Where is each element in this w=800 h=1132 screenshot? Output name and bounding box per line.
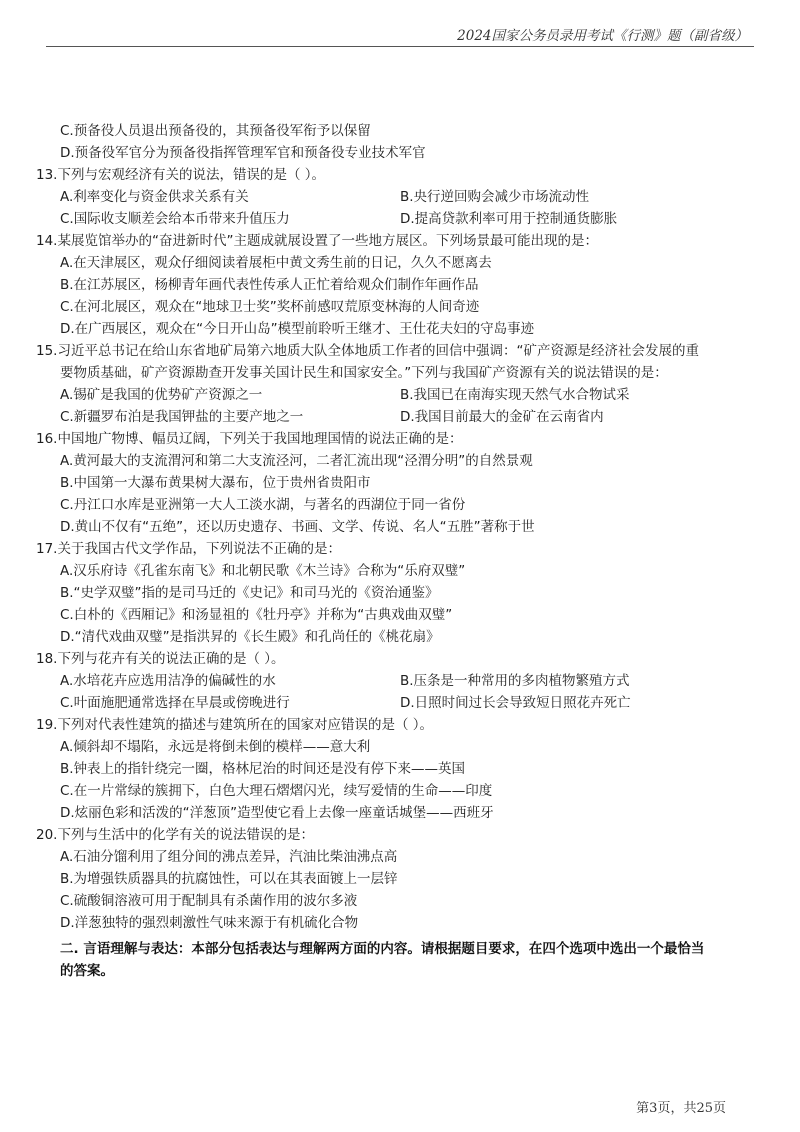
option-b: B.中国第一大瀑布黄果树大瀑布，位于贵州省贵阳市 [60, 475, 371, 491]
question-12-carry-over [36, 120, 760, 164]
option-c: C.叶面施肥通常选择在早晨或傍晚进行 [60, 695, 290, 711]
option-c: C.预备役人员退出预备役的，其预备役军衔予以保留 [60, 123, 371, 139]
option-d: D.日照时间过长会导致短日照花卉死亡 [400, 695, 631, 711]
question-20 [36, 824, 760, 934]
option-a: A.石油分馏利用了组分间的沸点差异，汽油比柴油沸点高 [60, 849, 398, 865]
question-17 [36, 538, 760, 648]
question-stem: 17.关于我国古代文学作品，下列说法不正确的是： [36, 541, 341, 557]
question-stem: 20.下列与生活中的化学有关的说法错误的是： [36, 827, 314, 843]
question-stem: 18.下列与花卉有关的说法正确的是（ ）。 [36, 651, 285, 667]
option-b: B.“史学双璧”指的是司马迁的《史记》和司马光的《资治通鉴》 [60, 585, 439, 601]
option-a: A.锡矿是我国的优势矿产资源之一 [60, 387, 263, 403]
section-heading-line-1: 二. 言语理解与表达：本部分包括表达与理解两方面的内容。请根据题目要求，在四个选项中选出一个最恰当 [60, 941, 705, 957]
option-d: D.炫丽色彩和活泼的“洋葱顶”造型使它看上去像一座童话城堡——西班牙 [60, 805, 494, 821]
option-c: C.硫酸铜溶液可用于配制具有杀菌作用的波尔多液 [60, 893, 358, 909]
option-d: D.提高贷款利率可用于控制通货膨胀 [400, 211, 618, 227]
option-d: D.在广西展区，观众在“今日开山岛”模型前聆听王继才、王仕花夫妇的守岛事迹 [60, 321, 535, 337]
option-b: B.为增强铁质器具的抗腐蚀性，可以在其表面镀上一层锌 [60, 871, 398, 887]
option-a: A.利率变化与资金供求关系有关 [60, 189, 249, 205]
question-stem-continued: 要物质基础，矿产资源勘查开发事关国计民生和国家安全。”下列与我国矿产资源有关的说法错误的是： [60, 365, 668, 381]
question-14 [36, 230, 760, 340]
option-d: D.洋葱独特的强烈刺激性气味来源于有机硫化合物 [60, 915, 359, 931]
option-c: C.国际收支顺差会给本币带来升值压力 [60, 211, 290, 227]
option-b: B.钟表上的指针绕完一圈，格林尼治的时间还是没有停下来——英国 [60, 761, 466, 777]
section-heading [36, 938, 760, 982]
question-stem: 15.习近平总书记在给山东省地矿局第六地质大队全体地质工作者的回信中强调：“矿产资源是经济社会发展的重 [36, 343, 699, 359]
document-header-title: 2024国家公务员录用考试《行测》题（副省级） [457, 28, 748, 44]
option-c: C.丹江口水库是亚洲第一大人工淡水湖，与著名的西湖位于同一省份 [60, 497, 466, 513]
header-divider [46, 46, 754, 47]
option-c: C.在一片常绿的簇拥下，白色大理石熠熠闪光，续写爱情的生命——印度 [60, 783, 493, 799]
option-a: A.倾斜却不塌陷，永远是将倒未倒的模样——意大利 [60, 739, 371, 755]
option-a: A.水培花卉应选用洁净的偏碱性的水 [60, 673, 276, 689]
page-number: 第3页，共25页 [636, 1101, 726, 1116]
option-b: B.在江苏展区，杨柳青年画代表性传承人正忙着给观众们制作年画作品 [60, 277, 479, 293]
question-16 [36, 428, 760, 538]
page-content [36, 120, 760, 982]
option-b: B.压条是一种常用的多肉植物繁殖方式 [400, 673, 630, 689]
question-18 [36, 648, 760, 714]
option-d: D.我国目前最大的金矿在云南省内 [400, 409, 604, 425]
question-stem: 14.某展览馆举办的“奋进新时代”主题成就展设置了一些地方展区。下列场景最可能出现的是： [36, 233, 598, 249]
option-d: D.“清代戏曲双璧”是指洪昇的《长生殿》和孔尚任的《桃花扇》 [60, 629, 440, 645]
option-b: B.央行逆回购会减少市场流动性 [400, 189, 590, 205]
option-d: D.黄山不仅有“五绝”，还以历史遗存、书画、文学、传说、名人“五胜”著称于世 [60, 519, 535, 535]
question-stem: 13.下列与宏观经济有关的说法，错误的是（ ）。 [36, 167, 326, 183]
option-d: D.预备役军官分为预备役指挥管理军官和预备役专业技术军官 [60, 145, 426, 161]
question-13 [36, 164, 760, 230]
option-a: A.在天津展区，观众仔细阅读着展柜中黄文秀生前的日记，久久不愿离去 [60, 255, 492, 271]
option-c: C.白朴的《西厢记》和汤显祖的《牡丹亭》并称为“古典戏曲双璧” [60, 607, 453, 623]
option-a: A.汉乐府诗《孔雀东南飞》和北朝民歌《木兰诗》合称为“乐府双璧” [60, 563, 466, 579]
question-stem: 19.下列对代表性建筑的描述与建筑所在的国家对应错误的是（ ）。 [36, 717, 434, 733]
question-19 [36, 714, 760, 824]
section-heading-line-2: 的答案。 [60, 963, 114, 979]
question-15 [36, 340, 760, 428]
option-c: C.新疆罗布泊是我国钾盐的主要产地之一 [60, 409, 304, 425]
option-c: C.在河北展区，观众在“地球卫士奖”奖杯前感叹荒原变林海的人间奇迹 [60, 299, 480, 315]
option-b: B.我国已在南海实现天然气水合物试采 [400, 387, 630, 403]
question-stem: 16.中国地广物博、幅员辽阔，下列关于我国地理国情的说法正确的是： [36, 431, 463, 447]
option-a: A.黄河最大的支流渭河和第二大支流泾河，二者汇流出现“泾渭分明”的自然景观 [60, 453, 533, 469]
